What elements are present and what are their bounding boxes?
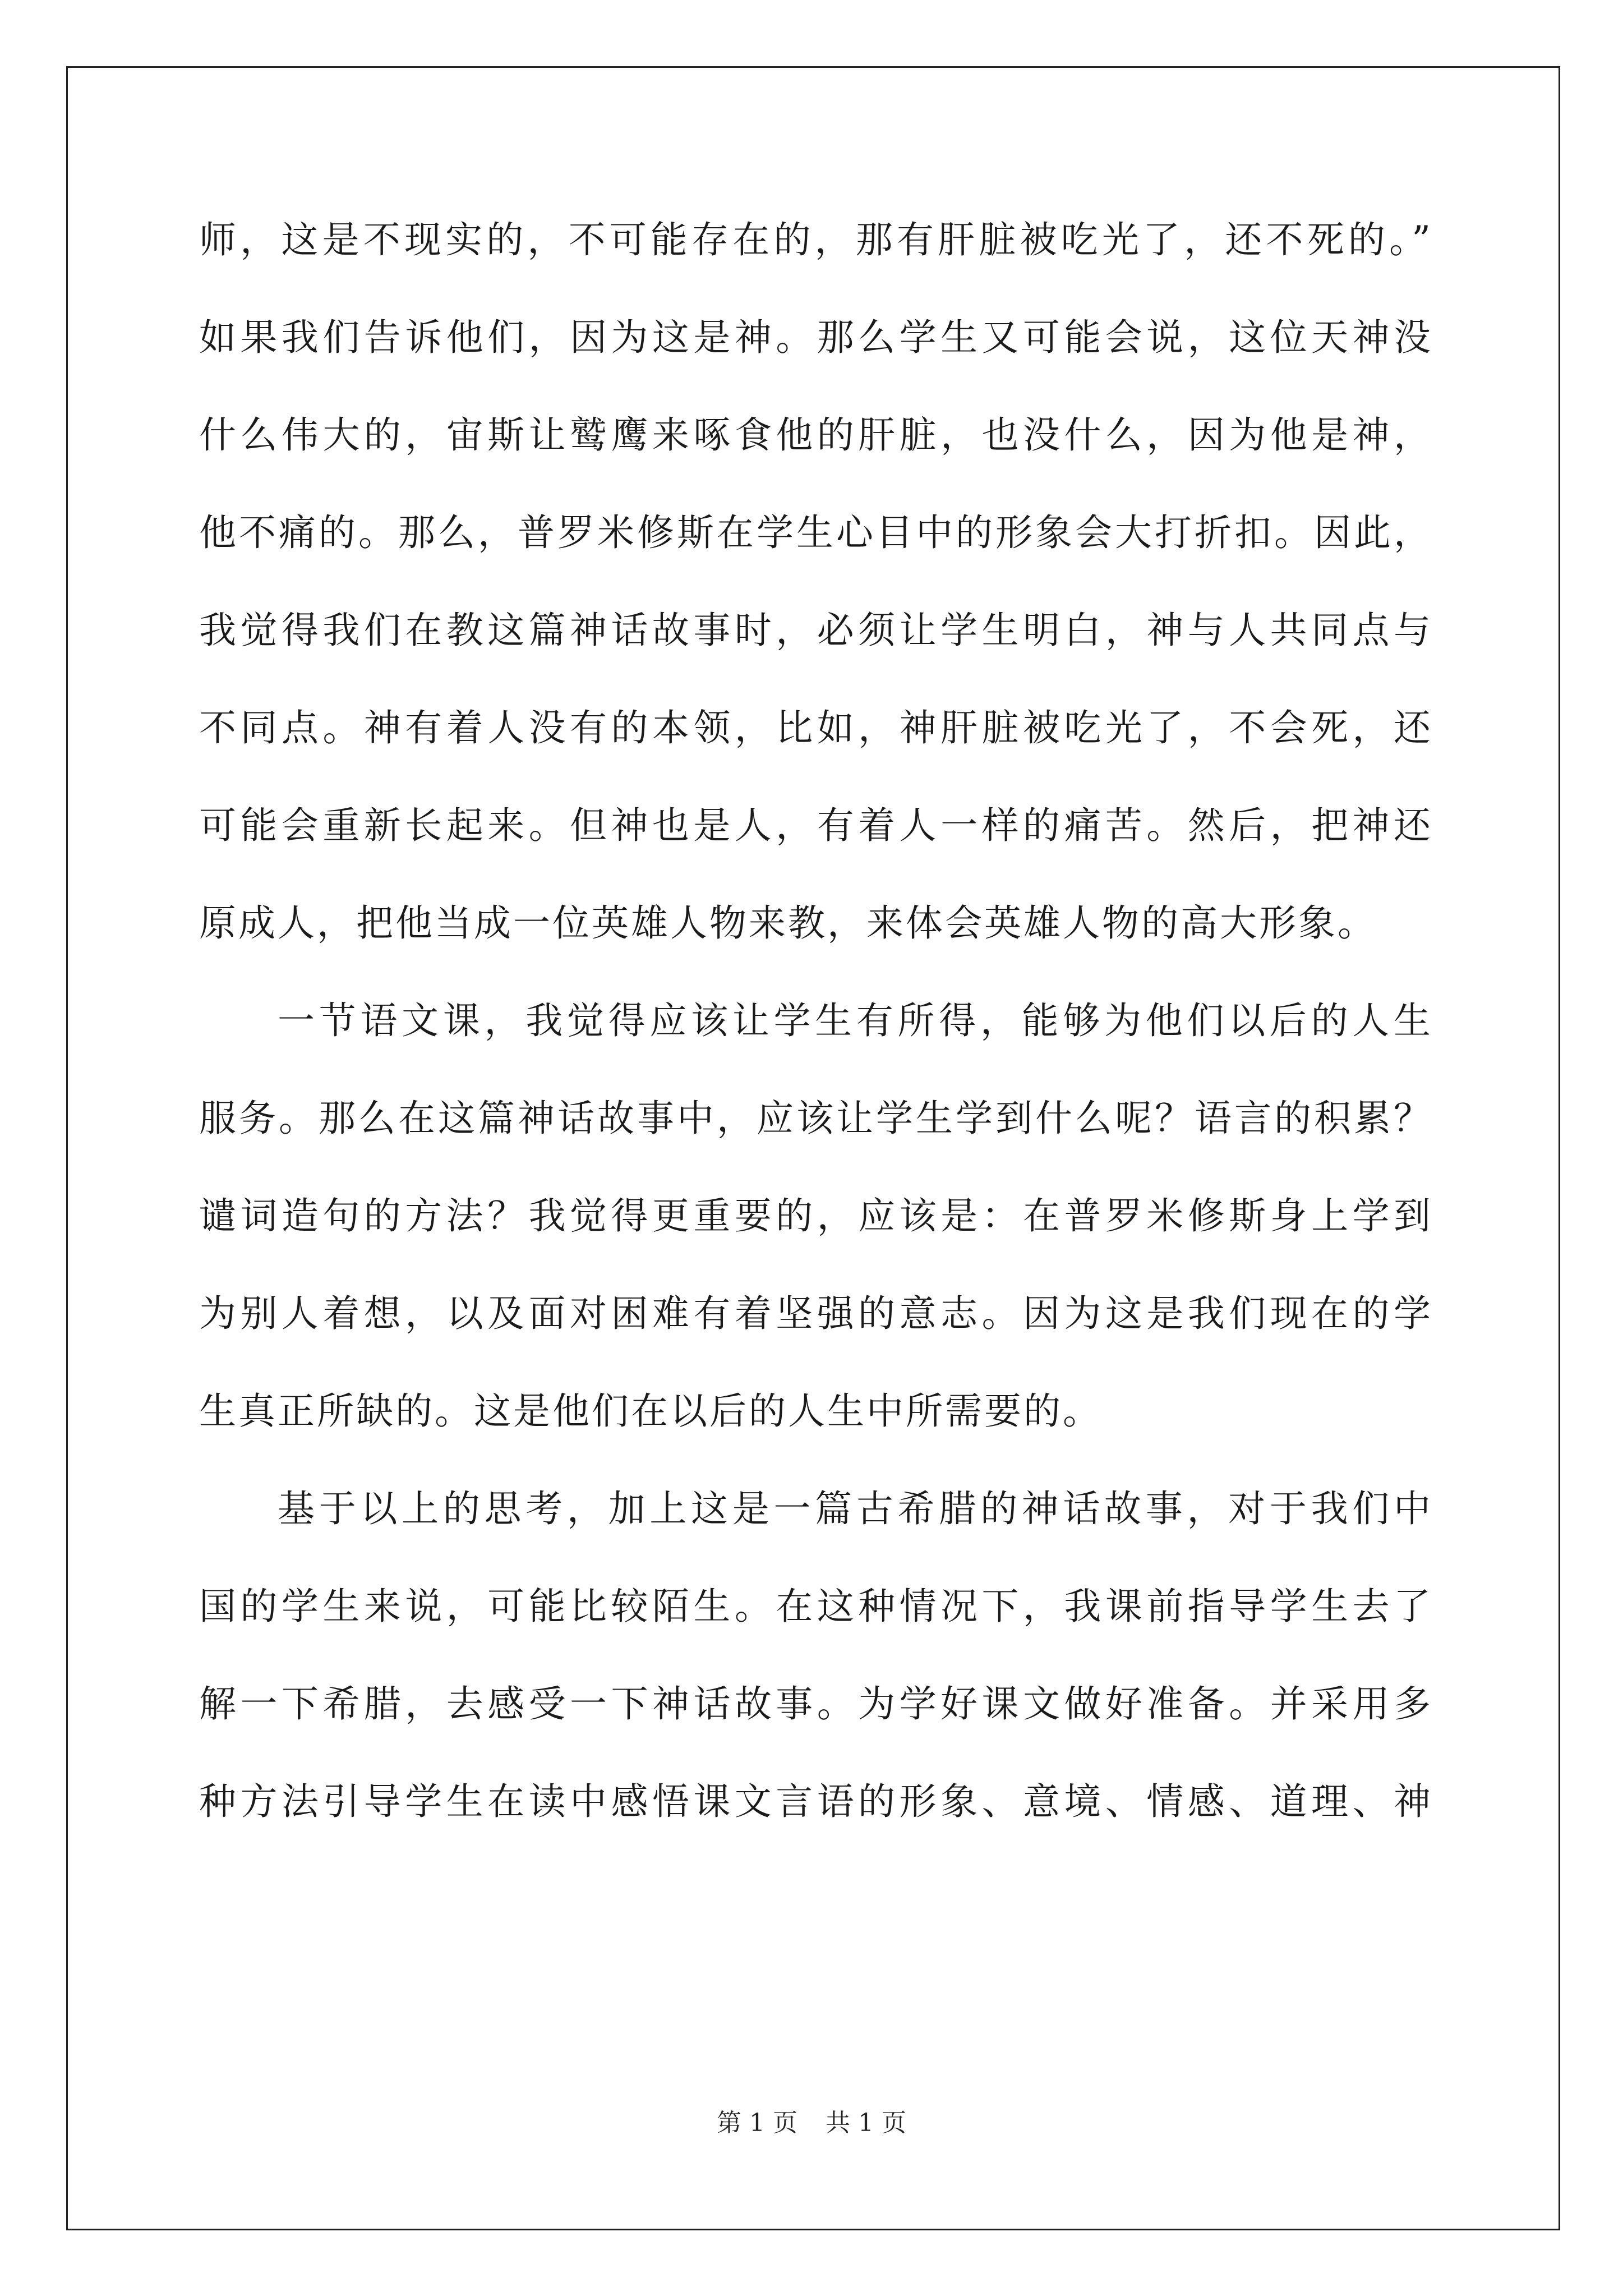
text-line: 服务。那么在这篇神话故事中，应该让学生学到什么呢？语言的积累？ [199, 1097, 1433, 1140]
text-line: 种方法引导学生在读中感悟课文言语的形象、意境、情感、道理、神 [199, 1780, 1433, 1823]
text-line: 为别人着想，以及面对困难有着坚强的意志。因为这是我们现在的学 [199, 1292, 1433, 1335]
text-line: 我觉得我们在教这篇神话故事时，必须让学生明白，神与人共同点与 [199, 609, 1433, 652]
text-line: 解一下希腊，去感受一下神话故事。为学好课文做好准备。并采用多 [199, 1682, 1433, 1726]
text-line: 什么伟大的，宙斯让鹫鹰来啄食他的肝脏，也没什么，因为他是神， [199, 413, 1433, 457]
text-line: 谴词造句的方法？我觉得更重要的，应该是：在普罗米修斯身上学到 [199, 1194, 1433, 1237]
text-line: 国的学生来说，可能比较陌生。在这种情况下，我课前指导学生去了 [199, 1585, 1433, 1628]
page-total: 共 1 页 [826, 2109, 906, 2137]
paragraph-start-line: 基于以上的思考，加上这是一篇古希腊的神话故事，对于我们中 [278, 1487, 1433, 1530]
document-body [199, 212, 1433, 1871]
text-line: 可能会重新长起来。但神也是人，有着人一样的痛苦。然后，把神还 [199, 804, 1433, 847]
text-line: 如果我们告诉他们，因为这是神。那么学生又可能会说，这位天神没 [199, 316, 1433, 359]
paragraph-start-line: 一节语文课，我觉得应该让学生有所得，能够为他们以后的人生 [278, 999, 1433, 1042]
text-line: 他不痛的。那么，普罗米修斯在学生心目中的形象会大打折扣。因此， [199, 511, 1433, 554]
text-line: 生真正所缺的。这是他们在以后的人生中所需要的。 [199, 1389, 1102, 1433]
text-line: 不同点。神有着人没有的本领，比如，神肝脏被吃光了，不会死，还 [199, 706, 1433, 749]
text-line: 原成人，把他当成一位英雄人物来教，来体会英雄人物的高大形象。 [199, 901, 1377, 945]
text-line: 师，这是不现实的，不可能存在的，那有肝脏被吃光了，还不死的。” [199, 218, 1433, 261]
page-number: 第 1 页 [717, 2109, 797, 2137]
page-footer [0, 2102, 1623, 2138]
